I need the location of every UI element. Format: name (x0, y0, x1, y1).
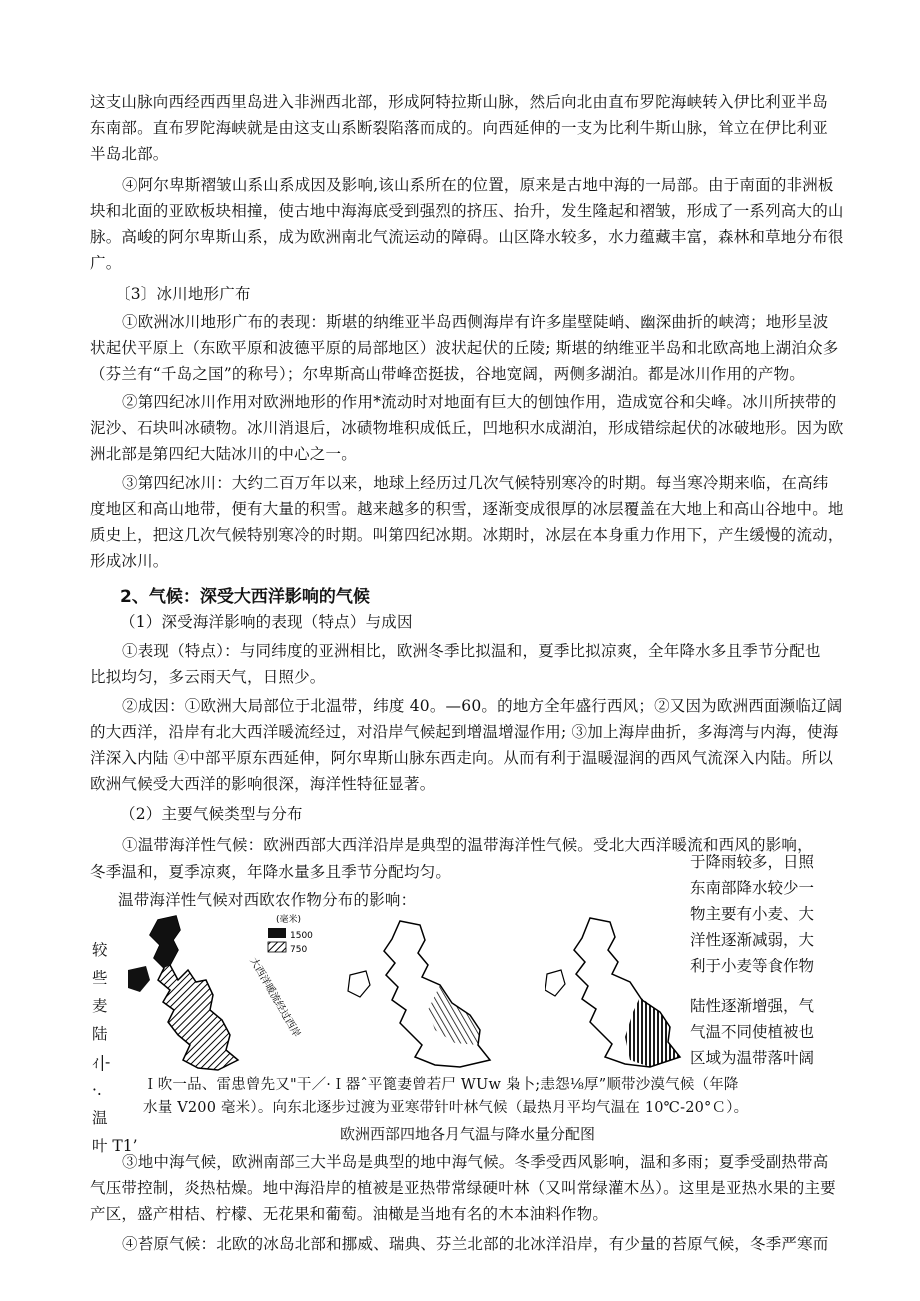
text-line: 这支山脉向西经西西里岛进入非洲西北部，形成阿特拉斯山脉，然后向北由直布罗陀海峡转入伊比利亚半岛 (90, 93, 828, 111)
fragment-text: 陆性逐渐增强，气 (690, 997, 815, 1015)
fragment-text: ·. (92, 1081, 102, 1099)
fragment-text: 洋性逐渐减弱，大 (690, 931, 815, 949)
text-line: 洲北部是第四纪大陆冰川的中心之一。 (90, 445, 357, 463)
figure-intro: 温带海洋性气候对西欧农作物分布的影响： (118, 891, 417, 909)
subsection-heading: （1）深受海洋影响的表现（特点）与成因 (120, 613, 413, 631)
text-line: ④阿尔卑斯褶皱山系山系成因及影响,该山系所在的位置，原来是古地中海的一局部。由于南面的非洲板 (122, 176, 834, 194)
text-line: 气压带控制，炎热枯燥。地中海沿岸的植被是亚热带常绿硬叶林（又叫常绿灌木丛）。这里是亚热水果的主要 (90, 1179, 836, 1197)
text-line: ②成因：①欧洲大局部位于北温带，纬度 40。—60。的地方全年盛行西风；②又因为欧洲西面濒临辽阔 (122, 697, 843, 715)
fragment-text: 东南部降水较少一 (690, 879, 815, 897)
text-line: 状起伏平原上（东欧平原和波德平原的局部地区）波状起伏的丘陵; 斯堪的纳维亚半岛和北欧高地上湖泊众多 (90, 339, 839, 357)
fragment-text: 叶 T1’ (92, 1137, 138, 1155)
text-line: （芬兰有“千岛之国”的称号）；尔卑斯高山带峰峦挺拔，谷地宽阔，两侧多湖泊。都是冰川作用的产物。 (90, 365, 806, 383)
text-line: 的大西洋，沿岸有北大西洋暖流经过，对沿岸气候起到增温增湿作用; ③加上海岸曲折，多海湾与内海，使海 (90, 723, 839, 741)
fragment-text: 物主要有小麦、大 (690, 905, 815, 923)
text-line: 度地区和高山地带，便有大量的积雪。越来越多的积雪，逐渐变成很厚的冰层覆盖在大地上和高山谷地中。地 (90, 500, 844, 518)
text-line: 产区，盛产柑桔、柠檬、无花果和葡萄。油橄是当地有名的木本油料作物。 (90, 1205, 609, 1223)
legend-unit: (毫米) (276, 915, 302, 925)
text-line: ③第四纪冰川：大约二百万年以来，地球上经历过几次气候特别寒冷的时期。每当寒冷期来临，在高纬 (122, 474, 829, 492)
fragment-text: 些 (92, 969, 108, 987)
text-line: 洋深入内陆 ④中部平原东西延伸，阿尔卑斯山脉东西走向。从而有利于温暖湿润的西风气流深入内陆。所以 (90, 749, 834, 767)
text-line: 冬季温和，夏季凉爽，年降水量多且季节分配均匀。 (90, 863, 452, 881)
text-line: 形成冰川。 (90, 552, 169, 570)
text-line: 比拟均匀，多云雨天气，日照少。 (90, 668, 326, 686)
text-line: ②第四纪冰川作用对欧洲地形的作用*流动时对地面有巨大的刨蚀作用，造成宽谷和尖峰。冰川所挟带的 (122, 393, 837, 411)
text-line: Ｉ吹一品、雷患曾先又"干／·Ｉ器ˆ平篦妻曾若尸 WUw 枭卜;恚怨⅛厚”顺带沙漠气候（年降 (143, 1077, 739, 1093)
fragment-text: 利于小麦等食作物 (690, 957, 815, 975)
text-line: 泥沙、石块叫冰碛物。冰川消退后，冰碛物堆积成低丘，凹地积水成湖泊，形成错综起伏的冰破地形。因为欧 (90, 419, 844, 437)
fragment-text: 气温不同使植被也 (690, 1023, 815, 1041)
fragment-text: 陆 (92, 1025, 108, 1043)
britain-map-1 (118, 910, 318, 1080)
legend-value-750: 750 (290, 945, 308, 955)
text-line: 水量 V200 毫米）。向东北逐步过渡为亚寒带针叶林气候（最热月平均气温在 10℃-20°Ｃ）。 (143, 1100, 749, 1116)
subsection-heading: （2）主要气候类型与分布 (120, 805, 303, 823)
map-vertical-label: 大西洋暖流经过西岸 (247, 956, 302, 1040)
section-heading: 2、气候：深受大西洋影响的气候 (120, 587, 370, 607)
text-line: ④苔原气候：北欧的冰岛北部和挪威、瑞典、芬兰北部的北冰洋沿岸，有少量的苔原气候，冬季严寒而 (122, 1235, 829, 1253)
britain-map-3 (545, 912, 695, 1082)
text-line: 东南部。直布罗陀海峡就是由这支山系断裂陷落而成的。向西延伸的一支为比利牛斯山脉，耸立在伊比利亚 (90, 119, 828, 137)
subsection-heading: 〔3〕冰川地形广布 (115, 285, 251, 303)
text-line: 欧洲气候受大西洋的影响很深，海洋性特征显著。 (90, 775, 436, 793)
legend-swatch-dark (268, 928, 286, 938)
text-line: ①表现（特点）：与同纬度的亚洲相比，欧洲冬季比拟温和，夏季比拟凉爽，全年降水多且季节分配也 (122, 642, 821, 660)
text-line: 广。 (90, 254, 122, 272)
text-line: 质史上，把这几次气候特别寒冷的时期。叫第四纪冰期。冰期时，冰层在本身重力作用下，产生缓慢的流动， (90, 526, 844, 544)
fragment-text: 区域为温带落叶阔 (690, 1049, 815, 1067)
legend-value-1500: 1500 (290, 931, 313, 941)
fragment-text: ｨ|- (92, 1053, 111, 1071)
fragment-text: 麦 (92, 997, 108, 1015)
text-line: 脉。高峻的阿尔卑斯山系，成为欧洲南北气流运动的障碍。山区降水较多，水力蕴藏丰富，森林和草地分布很 (90, 228, 844, 246)
fragment-text: 温 (92, 1109, 108, 1127)
text-line: ①欧洲冰川地形广布的表现：斯堪的纳维亚半岛西侧海岸有许多崖壁陡峭、幽深曲折的峡湾；地形呈波 (122, 313, 829, 331)
text-line: ①温带海洋性气候：欧洲西部大西洋沿岸是典型的温带海洋性气候。受北大西洋暖流和西风的影响， (122, 836, 813, 854)
legend-swatch-hatched (268, 942, 286, 952)
text-line: 块和北面的亚欧板块相撞，使古地中海海底受到强烈的挤压、抬升，发生隆起和褶皱，形成了一系列高大的山 (90, 202, 844, 220)
fragment-text: 较 (92, 941, 108, 959)
fragment-text: 于降雨较多，日照 (690, 853, 815, 871)
britain-map-2 (340, 915, 530, 1080)
figure-caption: 欧洲西部四地各月气温与降水量分配图 (340, 1125, 596, 1143)
text-line: ③地中海气候，欧洲南部三大半岛是典型的地中海气候。冬季受西风影响，温和多雨；夏季受副热带高 (122, 1153, 829, 1171)
text-line: 半岛北部。 (90, 145, 169, 163)
